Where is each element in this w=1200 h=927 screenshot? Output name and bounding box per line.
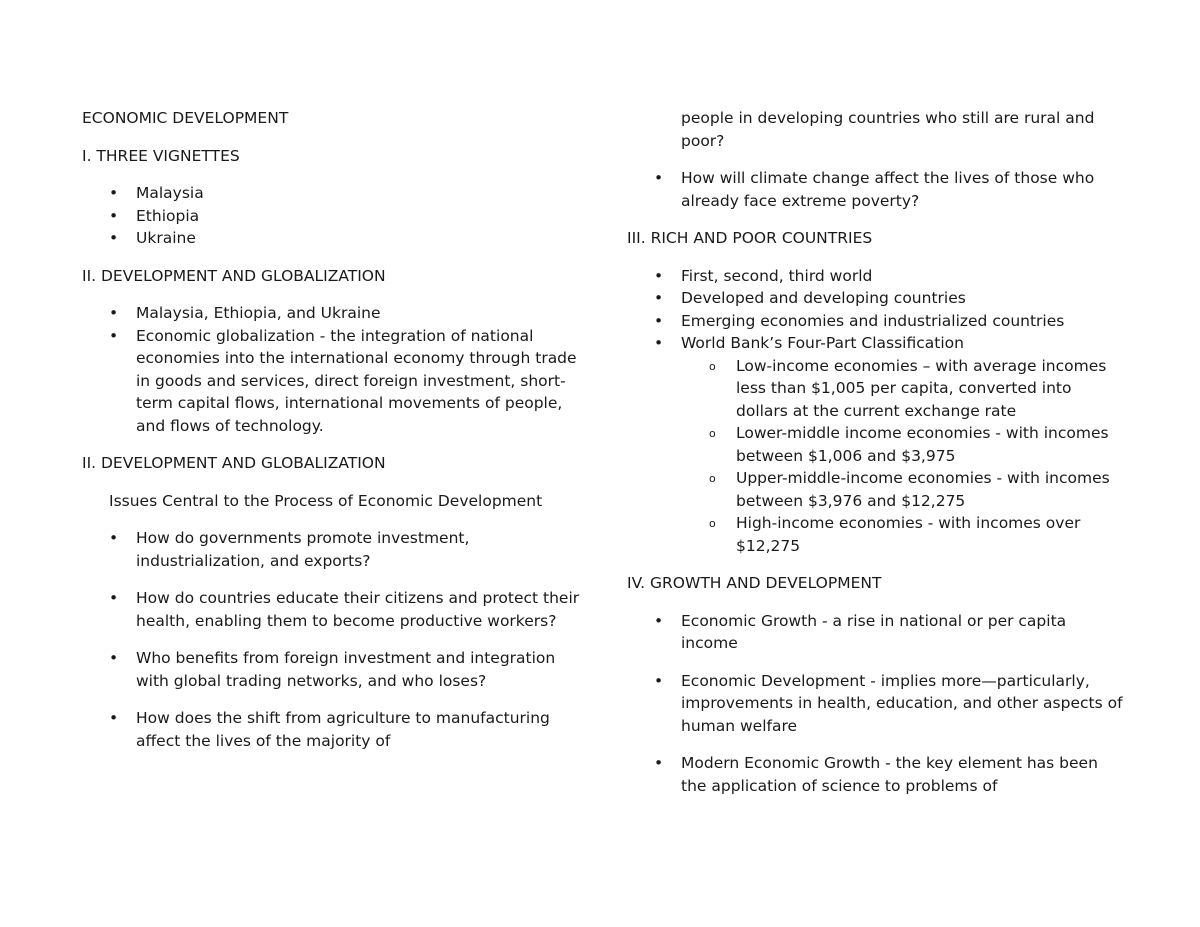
issues-intro: Issues Central to the Process of Economic Development <box>109 491 543 510</box>
list-item: • How does the shift from agriculture to manufacturing affect the lives of the majority of <box>82 707 582 752</box>
left-column <box>82 107 582 767</box>
list-item: • Economic globalization - the integration of national economies into the international economy through trade in goods and services, direct foreign investment, short-term capital flows, international movements of people, and flows of technology. <box>82 325 582 438</box>
list-item <box>627 332 1127 557</box>
growth-list <box>627 610 1127 798</box>
classification-sublist <box>681 355 1127 558</box>
globalization-list <box>82 302 582 437</box>
section-heading-rich-poor: III. RICH AND POOR COUNTRIES <box>627 229 873 247</box>
document-title: ECONOMIC DEVELOPMENT <box>82 109 289 127</box>
list-item: • Ethiopia <box>82 205 582 228</box>
list-item: • Malaysia <box>82 182 582 205</box>
issues-list <box>82 527 582 752</box>
list-item: • Who benefits from foreign investment and integration with global trading networks, and who loses? <box>82 647 582 692</box>
section-heading-growth-development: IV. GROWTH AND DEVELOPMENT <box>627 574 882 592</box>
section-heading-development-globalization-2: II. DEVELOPMENT AND GLOBALIZATION <box>82 454 386 472</box>
list-item: • Developed and developing countries <box>627 287 1127 310</box>
section-heading-development-globalization: II. DEVELOPMENT AND GLOBALIZATION <box>82 266 386 285</box>
vignettes-list <box>82 182 582 250</box>
list-item: • Ukraine <box>82 227 582 250</box>
sublist-item: o High-income economies - with incomes over $12,275 <box>681 512 1127 557</box>
list-item-label: World Bank’s Four-Part Classification <box>681 334 964 352</box>
list-item: • How will climate change affect the lives of those who already face extreme poverty? <box>627 167 1127 212</box>
sublist-item: o Upper-middle-income economies - with incomes between $3,976 and $12,275 <box>681 467 1127 512</box>
list-item: • First, second, third world <box>627 265 1127 288</box>
sublist-item: o Low-income economies – with average incomes less than $1,005 per capita, converted into dollars at the current exchange rate <box>681 355 1127 423</box>
climate-list <box>627 167 1127 212</box>
right-column <box>627 107 1127 812</box>
list-item: • How do governments promote investment, industrialization, and exports? <box>82 527 582 572</box>
rich-poor-list <box>627 265 1127 558</box>
section-heading-three-vignettes: I. THREE VIGNETTES <box>82 146 240 165</box>
list-item: • Malaysia, Ethiopia, and Ukraine <box>82 302 582 325</box>
list-item: • Economic Development - implies more—particularly, improvements in health, education, and other aspects of human welfare <box>627 670 1127 738</box>
list-item: • Modern Economic Growth - the key element has been the application of science to problems of <box>627 752 1127 797</box>
list-item: • Economic Growth - a rise in national or per capita income <box>627 610 1127 655</box>
sublist-item: o Lower-middle income economies - with incomes between $1,006 and $3,975 <box>681 422 1127 467</box>
list-item: • Emerging economies and industrialized countries <box>627 310 1127 333</box>
continued-text: people in developing countries who still are rural and poor? <box>681 109 1095 150</box>
list-item: • How do countries educate their citizens and protect their health, enabling them to become productive workers? <box>82 587 582 632</box>
